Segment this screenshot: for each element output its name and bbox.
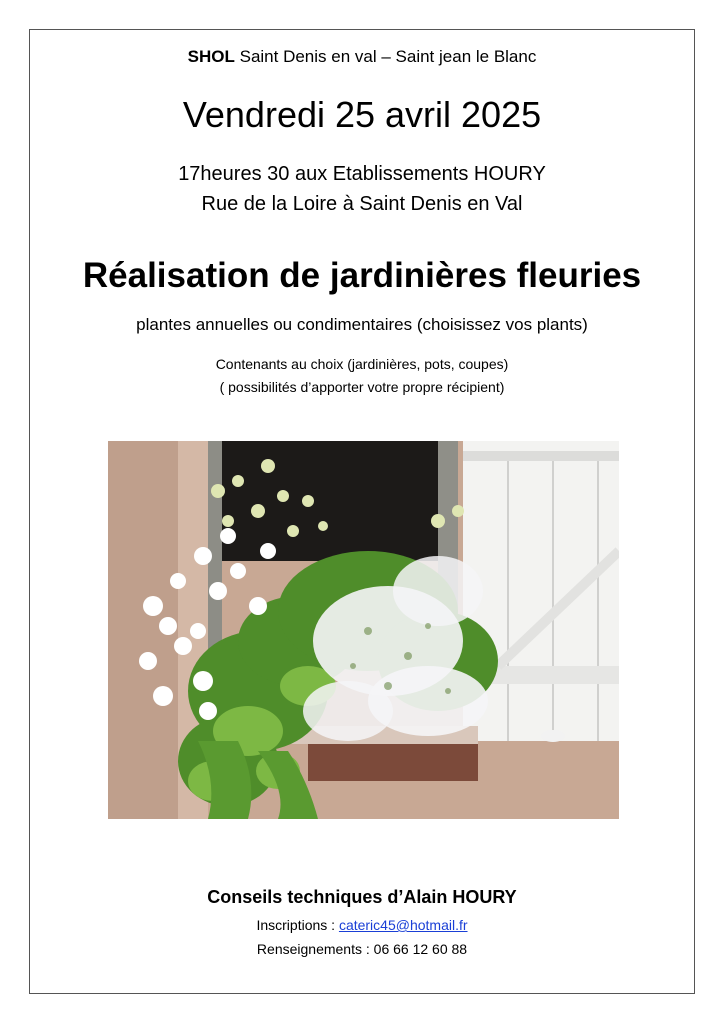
organizer-location: Saint Denis en val – Saint jean le Blanc [239,47,537,66]
organizer-name: SHOL [187,47,235,66]
event-time-place: 17heures 30 aux Etablissements HOURY [178,163,546,185]
event-address: Rue de la Loire à Saint Denis en Val [201,193,523,215]
containers-line-1: Contenants au choix (jardinières, pots, coupes) [215,356,509,372]
info-phone: Renseignements : 06 66 12 60 88 [256,941,468,957]
event-title: Réalisation de jardinières fleuries [82,256,642,295]
containers-line-2: ( possibilités d’apporter votre propre récipient) [219,379,505,395]
organizer-line [0,47,724,67]
inscriptions-line [0,917,724,933]
inscriptions-label: Inscriptions : [256,917,339,933]
technical-advice: Conseils techniques d’Alain HOURY [207,887,517,907]
email-link[interactable]: cateric45@hotmail.fr [338,917,468,933]
event-subtitle: plantes annuelles ou condimentaires (choisissez vos plants) [136,315,588,334]
window-box-photo [108,441,619,819]
event-date: Vendredi 25 avril 2025 [182,94,542,135]
